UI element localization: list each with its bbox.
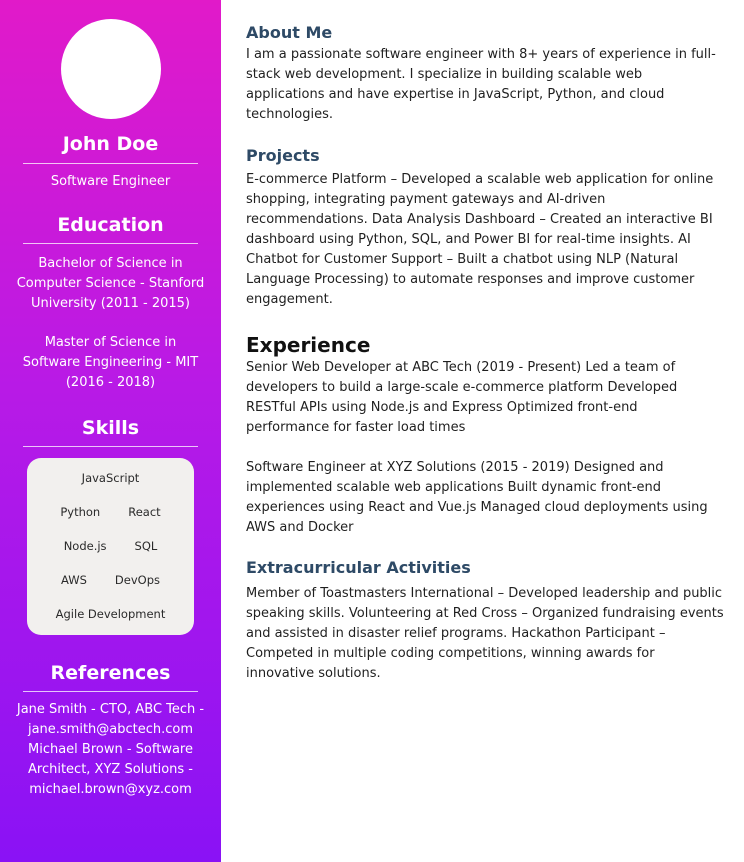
experience-heading: Experience: [246, 333, 371, 357]
skill-tag: DevOps: [114, 573, 160, 587]
experience-text: Senior Web Developer at ABC Tech (2019 - Present) Led a team of developers to build a large-scale e-commerce platform Developed RESTful APIs using Node.js and Express Optimized front-end performance for faster load times: [246, 360, 678, 435]
profile-role: Software Engineer: [50, 174, 171, 189]
references-list: [11, 700, 211, 800]
projects-heading: Projects: [246, 146, 320, 165]
education-divider: [23, 243, 198, 244]
skills-divider: [23, 446, 198, 447]
references-heading: References: [50, 662, 171, 684]
experience-text: Software Engineer at XYZ Solutions (2015 - 2019) Designed and implemented scalable web applications Built dynamic front-end experiences using React and Vue.js Managed cloud deployments using AWS and Docker: [246, 460, 708, 535]
about-heading: About Me: [246, 23, 333, 42]
sidebar: [0, 0, 221, 862]
skill-tag: Python: [60, 505, 101, 519]
skills-box: [27, 458, 194, 635]
skills-heading: Skills: [81, 417, 140, 439]
about-text: I am a passionate software engineer with 8+ years of experience in full-stack web development. I specialize in building scalable web applications and have expertise in JavaScript, Python, and cloud technologies.: [246, 47, 716, 122]
projects-text: E-commerce Platform – Developed a scalable web application for online shopping, integrating payment gateways and AI-driven recommendations. Data Analysis Dashboard – Created an interactive BI dashboard using Python, SQL, and Power BI for real-time insights. AI Chatbot for Customer Support – Built a chatbot using NLP (Natural Language Processing) to automate responses and improve customer engagement.: [246, 172, 714, 307]
skill-tag: Node.js: [63, 539, 107, 553]
education-item: Bachelor of Science in Computer Science - Stanford University (2011 - 2015): [16, 256, 205, 311]
skill-tag: SQL: [134, 539, 158, 553]
education-heading: Education: [57, 214, 164, 236]
main-content: [221, 0, 744, 862]
references-divider: [23, 691, 198, 692]
skill-tag: JavaScript: [81, 471, 140, 485]
reference-item: Michael Brown - Software Architect, XYZ Solutions - michael.brown@xyz.com: [28, 742, 193, 797]
avatar: [61, 19, 161, 119]
skill-tag: React: [128, 505, 161, 519]
education-item: Master of Science in Software Engineering - MIT (2016 - 2018): [22, 335, 199, 390]
extracurricular-text: Member of Toastmasters International – Developed leadership and public speaking skills. Volunteering at Red Cross – Organized fundraising events and assisted in disaster relief programs. Hackathon Participant – Competed in multiple coding competitions, winning awards for innovative solutions.: [246, 586, 724, 681]
extracurricular-heading: Extracurricular Activities: [246, 558, 471, 577]
reference-item: Jane Smith - CTO, ABC Tech - jane.smith@abctech.com: [16, 702, 205, 737]
profile-name: John Doe: [62, 133, 159, 155]
skill-tag: AWS: [60, 573, 87, 587]
skill-tag: Agile Development: [55, 607, 166, 621]
name-divider: [23, 163, 198, 164]
